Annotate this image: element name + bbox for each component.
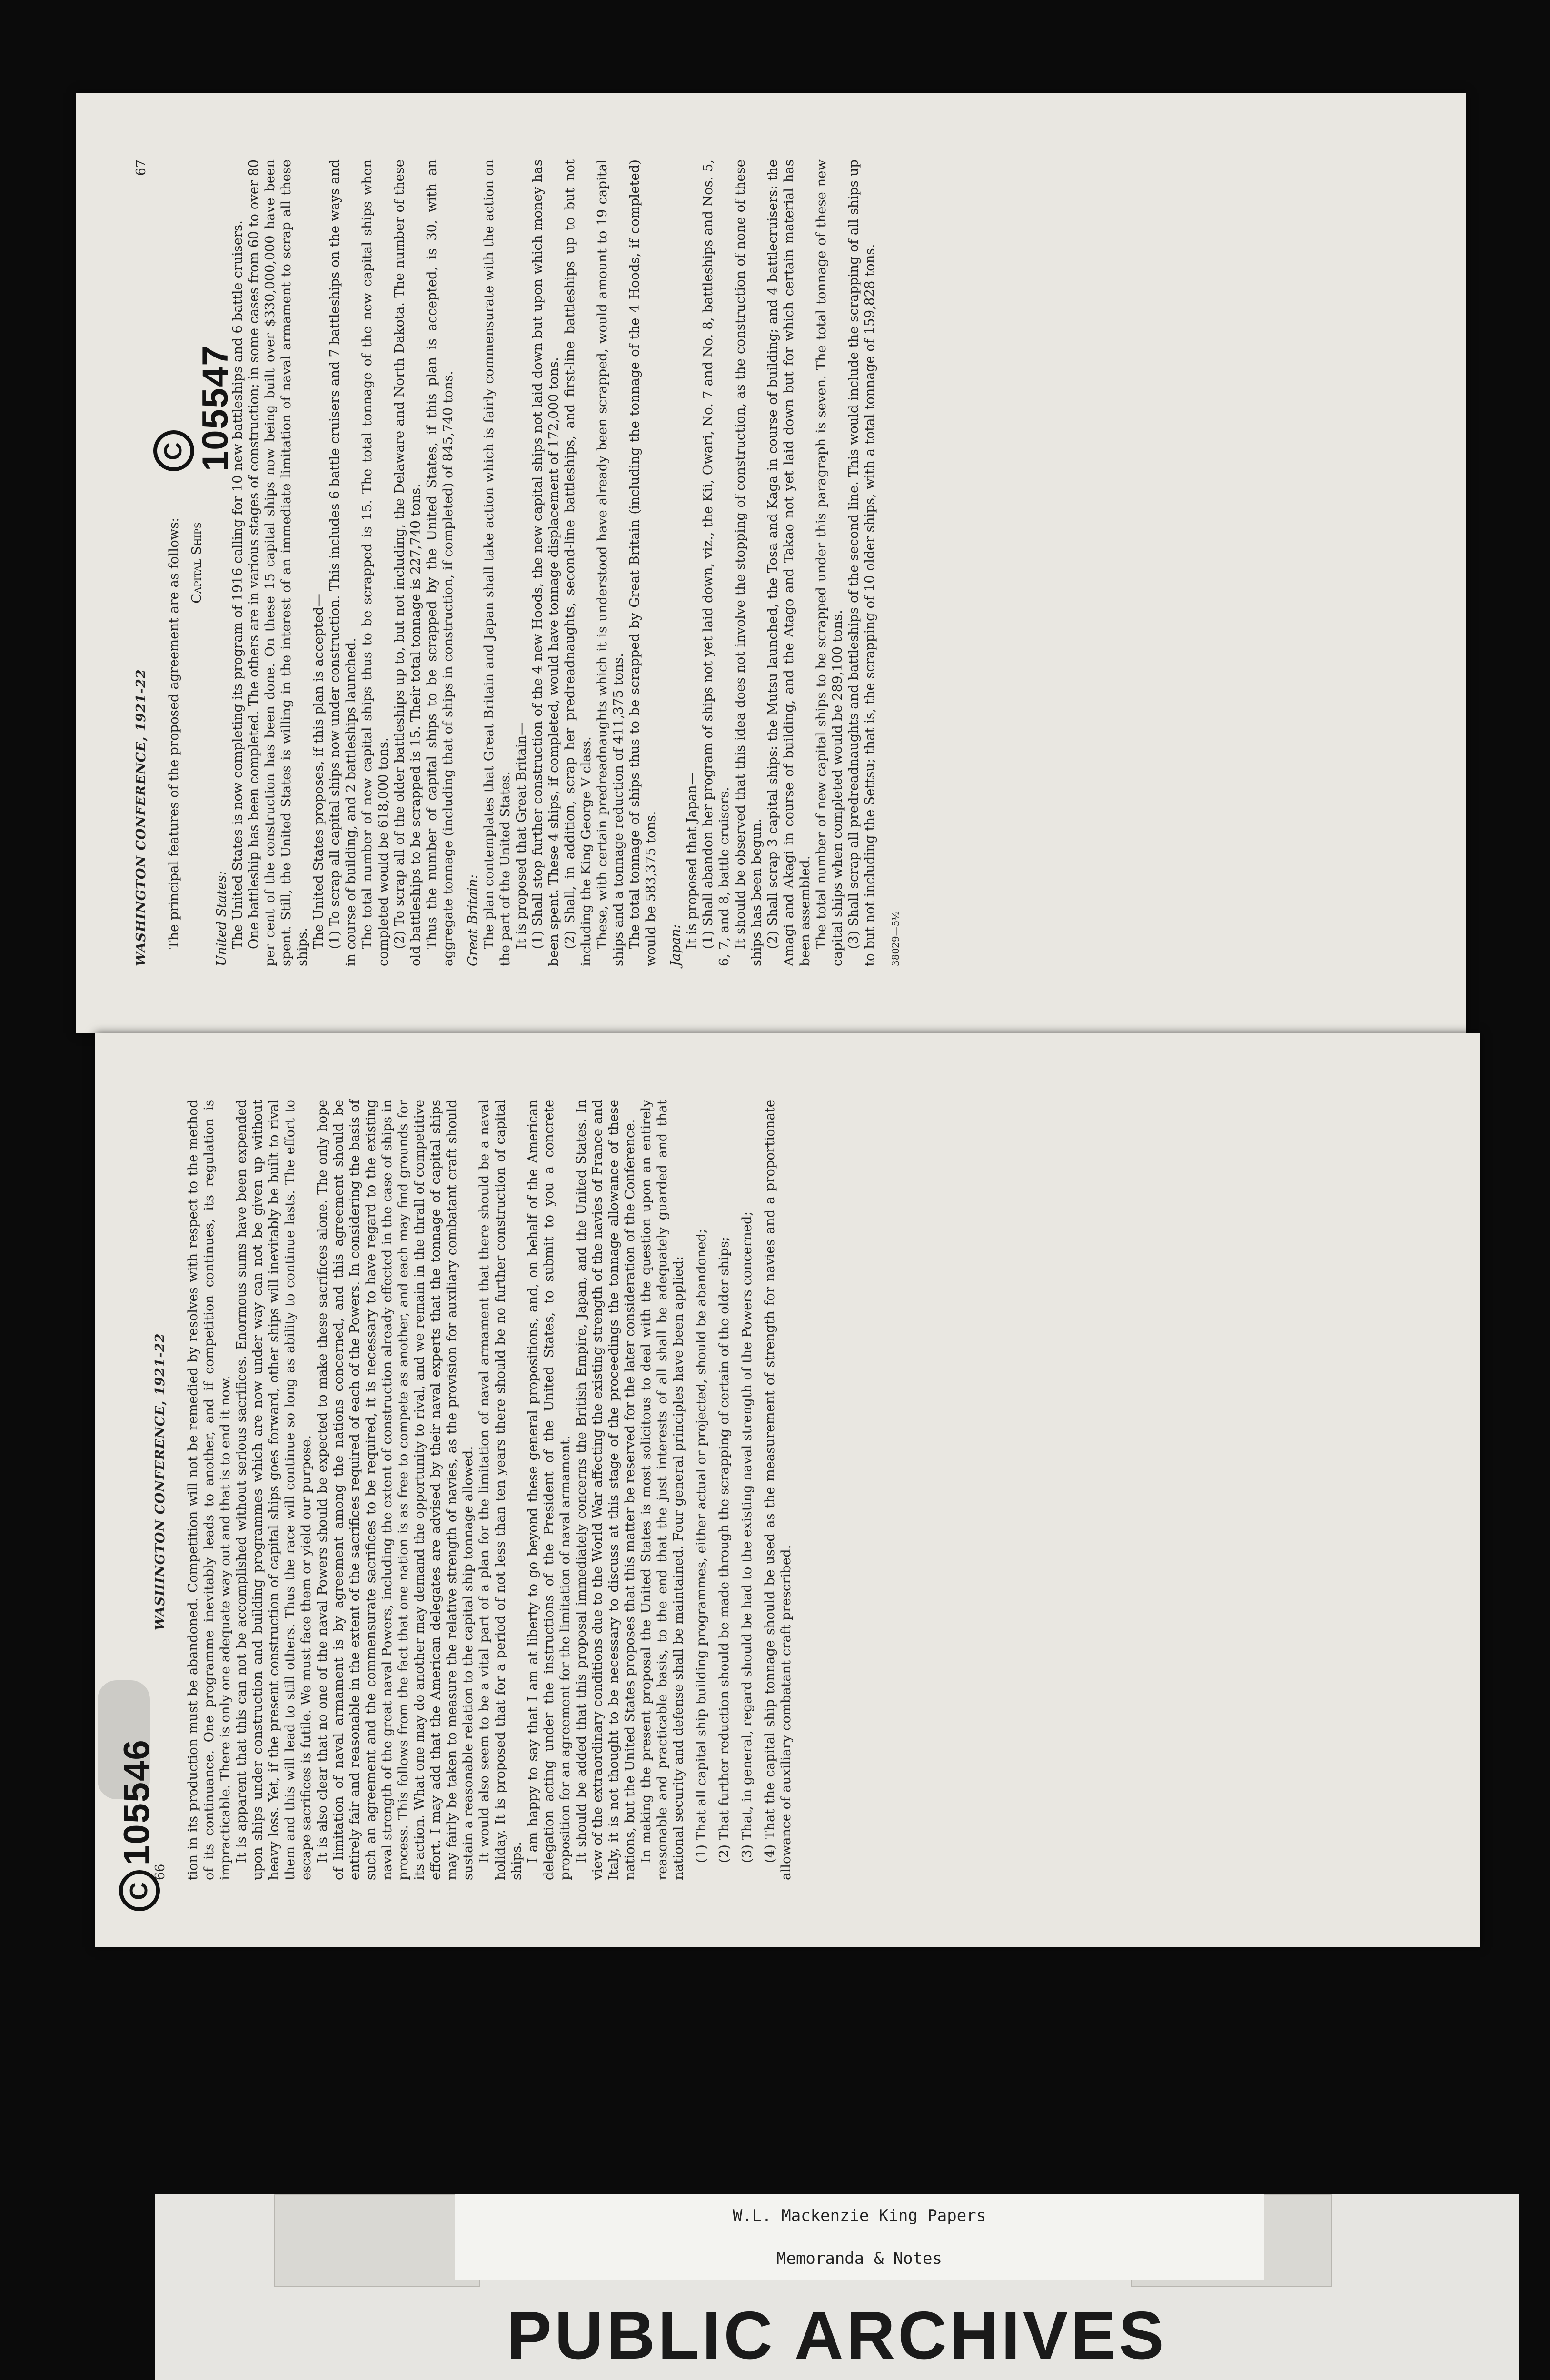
paragraph: (3) Shall scrap all predreadnaughts and battleships of the second line. This would include the scrapping of all ships up to but not including the Settsu; that is, the scrapping of 10 older ships, with a total tonnage of 159,828 tons. [846,159,877,966]
paragraph: (2) That further reduction should be made through the scrapping of certain of the older ships; [716,1237,732,1863]
page-66-header-title: WASHINGTON CONFERENCE, 1921-22 [153,1333,168,1631]
archive-label [155,2194,1519,2380]
page-67-number: 67 [134,159,149,176]
paragraph: (1) Shall abandon her program of ships not yet laid down, viz., the Kii, Owari, No. 7 and No. 8, battleships and Nos. 5, 6, 7, and 8, battle cruisers. [700,159,732,966]
archive-stamp-105546 [116,1735,159,1911]
paragraph: (1) That all capital ship building programmes, either actual or projected, should be abandoned; [694,1229,709,1863]
subheading-united-states: United States: [214,871,229,966]
collection-name: W.L. Mackenzie King Papers [732,2206,986,2225]
collection-label [455,2194,1264,2280]
page-67-footnote: 38029—5½ [890,911,901,966]
page-67-header-title: WASHINGTON CONFERENCE, 1921-22 [134,669,149,966]
paragraph: It should be added that this proposal immediately concerns the British Empire, Japan, and the United States. In view of the extraordinary conditions due to the World War affecting the existing strength of the navies of France and Italy, it is not thought to be necessary to discuss at this stage of the proceedings the tonnage allowance of these nations, but the United States proposes that this matter be reserved for the later consideration of the Conference. [574,1100,637,1880]
paragraph: It would also seem to be a vital part of a plan for the limitation of naval armament that there should be a naval holiday. It is proposed that for a period of not less than ten years there should be no further construction of capital ships. [477,1100,524,1880]
paragraph: One battleship has been completed. The others are in various stages of construction; in some cases from 60 to over 80 per cent of the construction has been done. On these 15 capital ships now being built over $330,000,000 have been spent. Still, the United States is willing in the interest of an immediate limitation of naval armament to scrap all these ships. [246,159,310,966]
section-heading-capital-ships: Capital Ships [189,522,204,604]
paragraph: It is also clear that no one of the naval Powers should be expected to make these sacrifices alone. The only hope of limitation of naval armament is by agreement among the nations concerned, and this agreement should be entirely fair and reasonable in the extent of the sacrifices required of each of the Powers. In considering the basis of such an agreement and the commensurate sacrifices to be required, it is necessary to have regard to the existing naval strength of the great naval Powers, including the extent of construction already effected in the case of ships in process. This follows from the fact that one nation is as free to compete as another, and each may find grounds for its action. What one may do another may demand the opportunity to rival, and we remain in the thrall of competitive effort. I may add that the American delegates are advised by their naval experts that the tonnage of capital ships may fairly be taken to measure the relative strength of navies, as the provision for auxiliary combatant craft should sustain a reasonable relation to the capital ship tonnage allowed. [315,1100,476,1880]
page-66-text-block [152,1100,1423,1880]
paragraph: The principal features of the proposed agreement are as follows: [166,517,181,949]
paragraph: I am happy to say that I am at liberty to go beyond these general propositions, and, on behalf of the American delegation acting under the instructions of the President of the United States, to submit to you a concrete proposition for an agreement for the limitation of naval armament. [525,1100,573,1880]
paragraph: The United States proposes, if this plan is accepted— [311,594,326,949]
paragraph: These, with certain predreadnaughts which it is understood have already been scrapped, would amount to 19 capital ships and a tonnage reduction of 411,375 tons. [595,159,626,966]
page-66-number: 66 [153,1864,168,1880]
page-66-rotated-content [95,1033,1480,1947]
subheading-great-britain: Great Britain: [465,874,480,966]
paragraph: (3) That, in general, regard should be had to the existing naval strength of the Powers concerned; [739,1211,755,1863]
paragraph: (4) That the capital ship tonnage should be used as the measurement of strength for navies and a proportionate allowance of auxiliary combatant craft prescribed. [762,1100,794,1880]
paragraph: (1) To scrap all capital ships now under construction. This includes 6 battle cruisers and 7 battleships on the ways and in course of building, and 2 battleships launched. [327,159,358,966]
page-67-text-block [133,159,1409,966]
paragraph: It should be observed that this idea does not involve the stopping of construction, as the construction of none of these ships has been begun. [733,159,764,966]
paragraph: tion in its production must be abandoned. Competition will not be remedied by resolves with respect to the method of its continuance. One programme inevitably leads to another, and if competition continues, its regulation is impracticable. There is only one adequate way out and that is to end it now. [185,1100,233,1880]
stamp-number: 105546 [117,1739,157,1865]
document-page-66 [95,1033,1480,1947]
paragraph: The total number of new capital ships thus to be scrapped is 15. The total tonnage of the new capital ships when completed would be 618,000 tons. [359,159,391,966]
copyright-c-icon: C [153,430,194,471]
tape-left [274,2194,480,2287]
paragraph: (2) Shall, in addition, scrap her predreadnaughts, second-line battleships, and first-line battleships up to but not including the King George V class. [562,159,594,966]
paragraph: It is proposed that Great Britain— [514,722,529,949]
subheading-japan: Japan: [668,924,683,966]
paragraph: The total number of new capital ships to be scrapped under this paragraph is seven. The total tonnage of these new capital ships when completed would be 289,100 tons. [814,159,845,966]
copyright-c-icon: C [119,1870,160,1911]
page-67-rotated-content [76,93,1466,1033]
collection-series: Memoranda & Notes [776,2249,942,2268]
public-archives-text: PUBLIC ARCHIVES [507,2298,1167,2373]
paragraph: (2) To scrap all of the older battleships up to, but not including, the Delaware and North Dakota. The number of these old battleships to be scrapped is 15. Their total tonnage is 227,740 tons. [392,159,423,966]
document-page-67 [76,93,1466,1033]
paragraph: (2) Shall scrap 3 capital ships: the Mutsu launched, the Tosa and Kaga in course of building; and 4 battlecruisers: the Amagi and Akagi in course of building, and the Atago and Takao not yet laid down but for which certain material has been assembled. [765,159,813,966]
stamp-number: 105547 [195,345,236,471]
paragraph: In making the present proposal the United States is most solicitous to deal with the question upon an entirely reasonable and practicable basis, to the end that the just interests of all shall be adequately guarded and that national security and defense shall be maintained. Four general principles have been applied: [638,1100,686,1880]
paragraph: The plan contemplates that Great Britain and Japan shall take action which is fairly commensurate with the action on the part of the United States. [481,159,513,966]
archive-stamp-105547 [150,300,236,471]
paragraph: It is apparent that this can not be accomplished without serious sacrifices. Enormous sums have been expended upon ships under construction and building programmes which are now under way can not be given up without heavy loss. Yet, if the present construction of capital ships goes forward, other ships will inevitably be built to rival them and this will lead to still others. Thus the race will continue so long as ability to continue lasts. The effort to escape sacrifices is futile. We must face them or yield our purpose. [234,1100,314,1880]
paragraph: The United States is now completing its program of 1916 calling for 10 new battleships and 6 battle cruisers. [230,220,245,949]
paragraph: (1) Shall stop further construction of the 4 new Hoods, the new capital ships not laid down but upon which money has been spent. These 4 ships, if completed, would have tonnage displacement of 172,000 tons. [530,159,561,966]
paragraph: It is proposed that Japan— [684,772,699,949]
paragraph: The total tonnage of ships thus to be scrapped by Great Britain (including the tonnage of the 4 Hoods, if completed) would be 583,375 tons. [627,159,658,966]
paragraph: Thus the number of capital ships to be scrapped by the United States, if this plan is accepted, is 30, with an aggregate tonnage (including that of ships in construction, if completed) of 845,740 tons. [424,159,456,966]
page-67-header [133,159,149,966]
